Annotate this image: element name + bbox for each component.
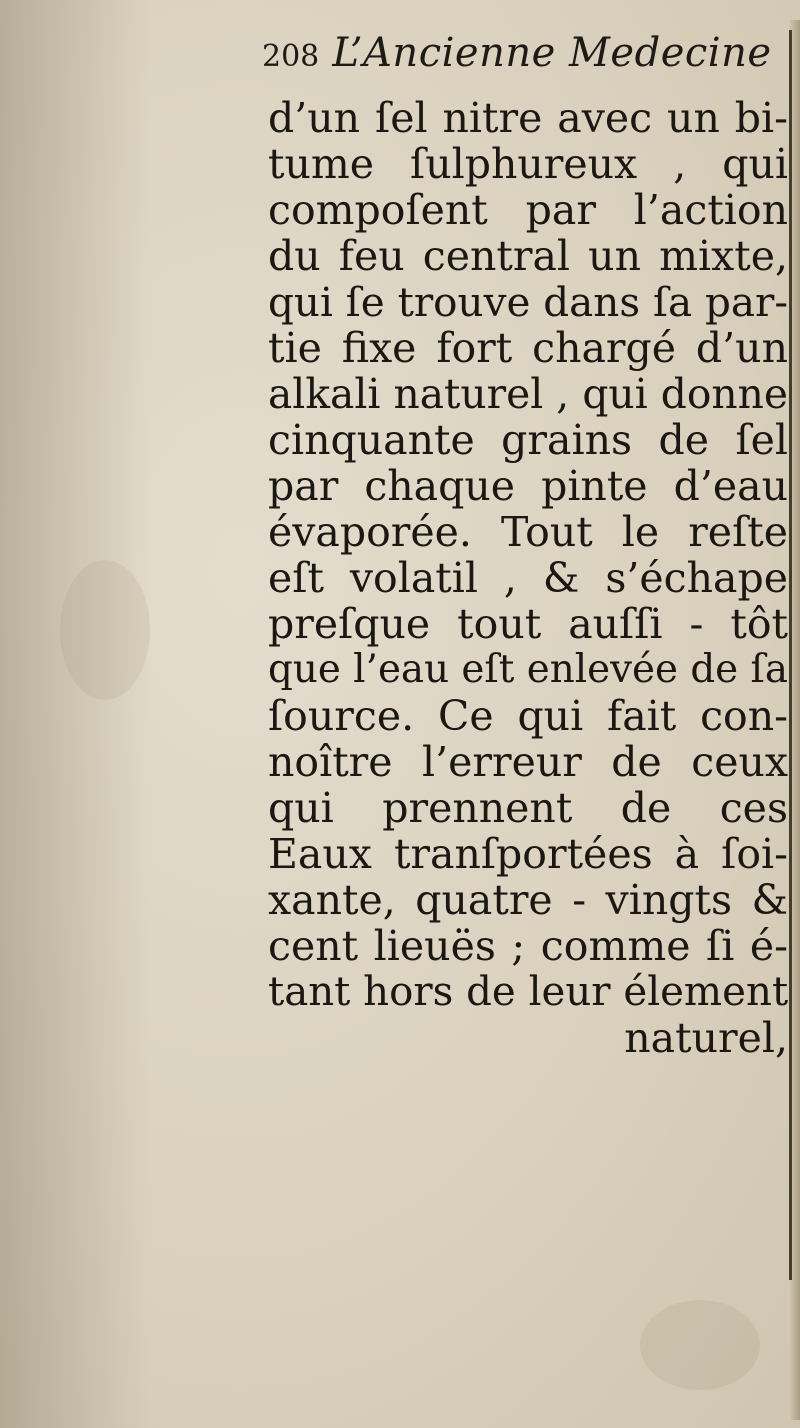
- paper-stain: [60, 560, 150, 700]
- catchword: naturel,: [624, 1014, 788, 1062]
- text-line: tie fixe fort chargé d’un: [268, 324, 788, 372]
- text-line: évaporée. Tout le reſte: [268, 508, 788, 556]
- text-line: noître l’erreur de ceux: [268, 738, 788, 786]
- paper-stain: [640, 1300, 760, 1390]
- text-line: par chaque pinte d’eau: [268, 462, 788, 510]
- text-line: d’un ſel nitre avec un bi-: [268, 94, 788, 142]
- text-line: cent lieuës ; comme ſi é-: [268, 922, 788, 970]
- body-text: [268, 95, 788, 1061]
- text-line: ſource. Ce qui fait con-: [268, 692, 788, 740]
- text-line: du feu central un mixte,: [268, 232, 788, 280]
- page-edge-line: [789, 30, 792, 1280]
- text-line: tume ſulphureux , qui: [268, 140, 788, 188]
- running-head: L’Ancienne Medecine: [332, 30, 772, 76]
- page-number: 208: [262, 39, 320, 74]
- text-line: que l’eau eſt enlevée de ſa: [268, 647, 789, 692]
- text-line: preſque tout auſſi - tôt: [268, 600, 788, 648]
- gutter-shadow: [0, 0, 150, 1428]
- text-line: alkali naturel , qui donne: [268, 370, 788, 418]
- text-line: Eaux tranſportées à ſoi-: [268, 830, 788, 878]
- text-line: qui prennent de ces: [268, 784, 788, 832]
- text-line: compoſent par l’action: [268, 186, 788, 234]
- text-line: xante, quatre - vingts &: [268, 876, 788, 924]
- text-line: cinquante grains de ſel: [268, 416, 788, 464]
- text-line: qui ſe trouve dans ſa par-: [268, 278, 788, 326]
- text-line: eſt volatil , & s’échape: [268, 554, 788, 602]
- text-line: tant hors de leur élement: [268, 968, 789, 1015]
- page-header: [262, 30, 782, 94]
